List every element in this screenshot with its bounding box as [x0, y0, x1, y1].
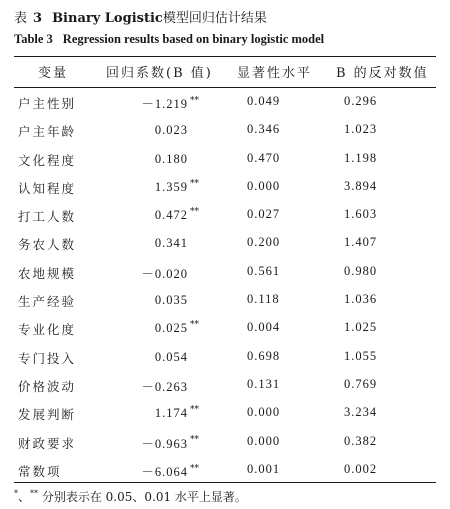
table-row	[14, 399, 436, 427]
cell-coefficient	[124, 377, 202, 395]
significance-mark: **	[190, 207, 199, 218]
cell-variable: 生产经验	[18, 294, 77, 310]
coefficient-value: 0.025	[154, 321, 188, 336]
table-title-en	[14, 32, 324, 47]
significance-mark: **	[190, 178, 199, 189]
cell-coefficient	[124, 320, 202, 336]
table-title-cn	[14, 7, 267, 26]
cell-significance: 0.001	[247, 461, 281, 476]
cell-odds: 1.025	[344, 320, 378, 335]
cell-coefficient	[124, 122, 202, 138]
cell-significance: 0.346	[247, 122, 281, 137]
cell-significance: 0.049	[247, 94, 281, 108]
cell-variable: 户主年龄	[18, 124, 77, 140]
cell-variable: 打工人数	[18, 209, 77, 225]
cell-variable: 价格波动	[18, 378, 77, 394]
cell-significance: 0.000	[247, 178, 281, 193]
table-title-cn-model: Binary Logistic	[52, 11, 163, 26]
table-title-en-label: Table 3	[14, 32, 53, 46]
cell-odds: 1.198	[344, 150, 378, 165]
cell-coefficient	[124, 349, 202, 365]
footnote-text: 分别表示在 0.05、0.01 水平上显著。	[41, 490, 247, 504]
cell-coefficient	[124, 264, 202, 282]
cell-coefficient	[124, 292, 202, 308]
header-significance: 显著性水平	[237, 66, 313, 81]
table-bottom-rule	[14, 482, 436, 483]
coefficient-value: 0.180	[154, 151, 188, 166]
coefficient-value: 0.472	[154, 208, 188, 223]
cell-variable: 农地规模	[18, 265, 77, 281]
coefficient-value: 1.359	[154, 180, 188, 195]
table-top-rule	[14, 56, 436, 57]
cell-variable: 专门投入	[18, 350, 77, 366]
cell-variable: 务农人数	[18, 237, 77, 253]
table-row	[14, 428, 436, 456]
footnote-mark-single: *	[14, 489, 18, 498]
coefficient-value: 0.035	[154, 293, 188, 308]
table-title-en-text: Regression results based on binary logistic model	[62, 32, 325, 46]
cell-odds: 1.603	[344, 207, 378, 222]
table-row	[14, 343, 436, 371]
cell-variable: 专业化度	[18, 322, 77, 338]
cell-odds: 3.894	[344, 178, 378, 193]
footnote-separator: 、	[18, 490, 31, 504]
header-odds: B 的反对数值	[336, 66, 429, 81]
table-row	[14, 258, 436, 286]
cell-variable: 户主性别	[18, 96, 77, 111]
cell-significance: 0.000	[247, 433, 281, 448]
table-row	[14, 116, 436, 144]
significance-mark: **	[190, 95, 199, 106]
cell-odds: 0.769	[344, 376, 378, 391]
coefficient-value: 0.341	[154, 236, 188, 251]
cell-odds: 1.036	[344, 292, 378, 307]
cell-significance: 0.027	[247, 207, 281, 222]
header-variable: 变量	[38, 66, 69, 81]
table-title-cn-rest: 模型回归估计结果	[162, 11, 267, 26]
table-row	[14, 201, 436, 229]
table-header-row	[14, 62, 436, 84]
cell-variable: 发展判断	[18, 407, 77, 423]
table-row	[14, 88, 436, 116]
cell-variable: 认知程度	[18, 180, 77, 196]
table-row	[14, 229, 436, 257]
cell-coefficient	[124, 462, 202, 480]
coefficient-value: 0.054	[154, 349, 188, 364]
cell-odds: 3.234	[344, 405, 378, 420]
coefficient-value: －6.064	[141, 464, 188, 479]
cell-significance: 0.118	[247, 292, 280, 307]
cell-significance: 0.004	[247, 320, 281, 335]
table-footnote	[14, 488, 247, 505]
cell-odds: 0.296	[344, 94, 378, 108]
coefficient-value: 1.174	[154, 406, 188, 421]
coefficient-value: －0.963	[141, 436, 188, 451]
cell-coefficient	[124, 235, 202, 251]
coefficient-value: 0.023	[154, 123, 188, 138]
significance-mark: **	[190, 320, 199, 331]
cell-coefficient	[124, 151, 202, 167]
table-title-cn-prefix: 表	[14, 11, 28, 26]
cell-coefficient	[124, 179, 202, 195]
cell-odds: 0.980	[344, 263, 378, 278]
table-row	[14, 286, 436, 314]
cell-variable: 常数项	[18, 463, 62, 479]
cell-odds: 1.407	[344, 235, 378, 250]
cell-significance: 0.561	[247, 263, 281, 278]
cell-coefficient	[124, 405, 202, 421]
table-row	[14, 173, 436, 201]
coefficient-value: －1.219	[141, 97, 188, 111]
coefficient-value: －0.020	[141, 266, 188, 281]
table-row	[14, 371, 436, 399]
cell-coefficient	[124, 94, 202, 112]
table-body	[14, 88, 436, 484]
footnote-mark-double: **	[30, 489, 39, 498]
cell-significance: 0.000	[247, 405, 281, 420]
significance-mark: **	[190, 405, 199, 416]
cell-coefficient	[124, 434, 202, 452]
cell-significance: 0.131	[247, 376, 281, 391]
cell-odds: 1.055	[344, 348, 378, 363]
cell-variable: 财政要求	[18, 435, 77, 451]
cell-variable: 文化程度	[18, 152, 77, 168]
table-title-cn-number: 3	[33, 11, 43, 26]
cell-odds: 1.023	[344, 122, 378, 137]
cell-odds: 0.002	[344, 461, 378, 476]
cell-significance: 0.470	[247, 150, 281, 165]
table-row	[14, 145, 436, 173]
cell-coefficient	[124, 207, 202, 223]
cell-odds: 0.382	[344, 433, 378, 448]
cell-significance: 0.200	[247, 235, 281, 250]
cell-significance: 0.698	[247, 348, 281, 363]
coefficient-value: －0.263	[141, 379, 188, 394]
header-coefficient: 回归系数(B 值)	[106, 66, 213, 81]
significance-mark: **	[190, 435, 199, 446]
table-row	[14, 456, 436, 484]
table-row	[14, 314, 436, 342]
significance-mark: **	[190, 463, 199, 474]
